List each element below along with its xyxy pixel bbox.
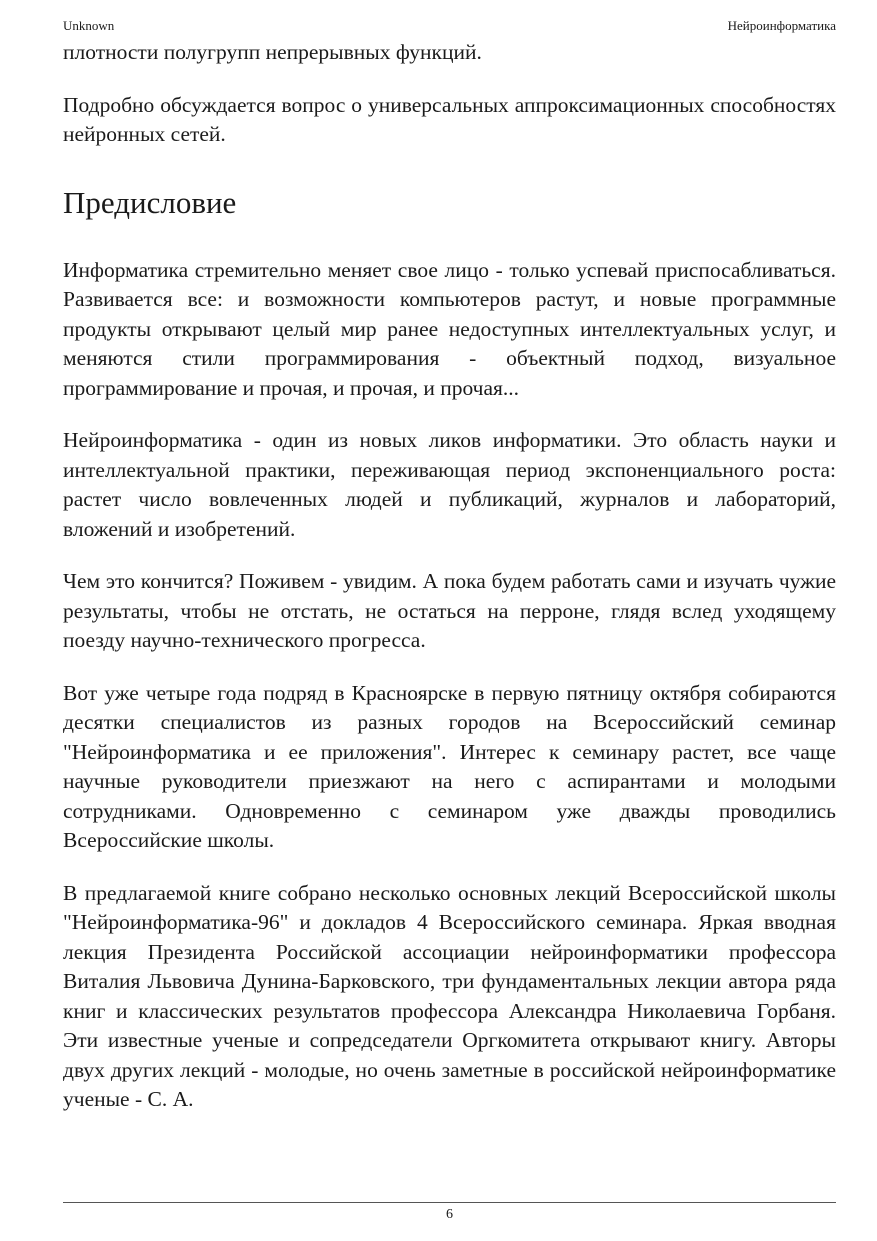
footer-divider (63, 1202, 836, 1203)
paragraph-seminar: Вот уже четыре года подряд в Красноярске в первую пятницу октября собираются десятки специалистов из разных городов на Всероссийский семинар "Нейроинформатика и ее приложения". Интерес к семинару растет, все чаще научные руководители приезжают на него с аспирантами и молодыми сотрудниками. Одновременно с семинаром уже дважды проводились Всероссийские школы. (63, 680, 836, 852)
paragraph-informatics: Информатика стремительно меняет свое лицо - только успевай приспосабливаться. Развивается все: и возможности компьютеров растут, и новые программные продукты открывают целый мир ранее недоступных интеллектуальных услуг, и меняются стили программирования - объектный подход, визуальное программирование и прочая, и прочая, и прочая... (63, 257, 836, 400)
paragraph-neuroinformatics: Нейроинформатика - один из новых ликов информатики. Это область науки и интеллектуальной практики, переживающая период экспоненциального роста: растет число вовлеченных людей и публикаций, журналов и лабораторий, вложений и изобретений. (63, 428, 836, 541)
header-book-title: Нейроинформатика (727, 18, 836, 33)
section-heading-preface: Предисловие (63, 184, 237, 220)
paragraph-what-next: Чем это кончится? Поживем - увидим. А пока будем работать сами и изучать чужие результаты, чтобы не отстать, не остаться на перроне, глядя вслед уходящему поезду научно-технического прогресса. (63, 569, 836, 652)
paragraph-continued: плотности полугрупп непрерывных функций. (63, 40, 482, 64)
paragraph-approximation: Подробно обсуждается вопрос о универсальных аппроксимационных способностях нейронных сетей. (63, 92, 836, 146)
running-header (63, 17, 836, 35)
header-document-source: Unknown (63, 18, 115, 33)
page-content (63, 38, 836, 1115)
paragraph-book-contents: В предлагаемой книге собрано несколько основных лекций Всероссийской школы "Нейроинформатика-96" и докладов 4 Всероссийского семинара. Яркая вводная лекция Президента Российской ассоциации нейроинформатики профессора Виталия Львовича Дунина-Барковского, три фундаментальных лекции автора ряда книг и классических результатов профессора Александра Николаевича Горбаня. Эти известные ученые и сопредседатели Оргкомитета открывают книгу. Авторы двух других лекций - молодые, но очень заметные в российской нейроинформатике ученые - С. А. (63, 880, 836, 1111)
page-number: 6 (446, 1207, 453, 1222)
